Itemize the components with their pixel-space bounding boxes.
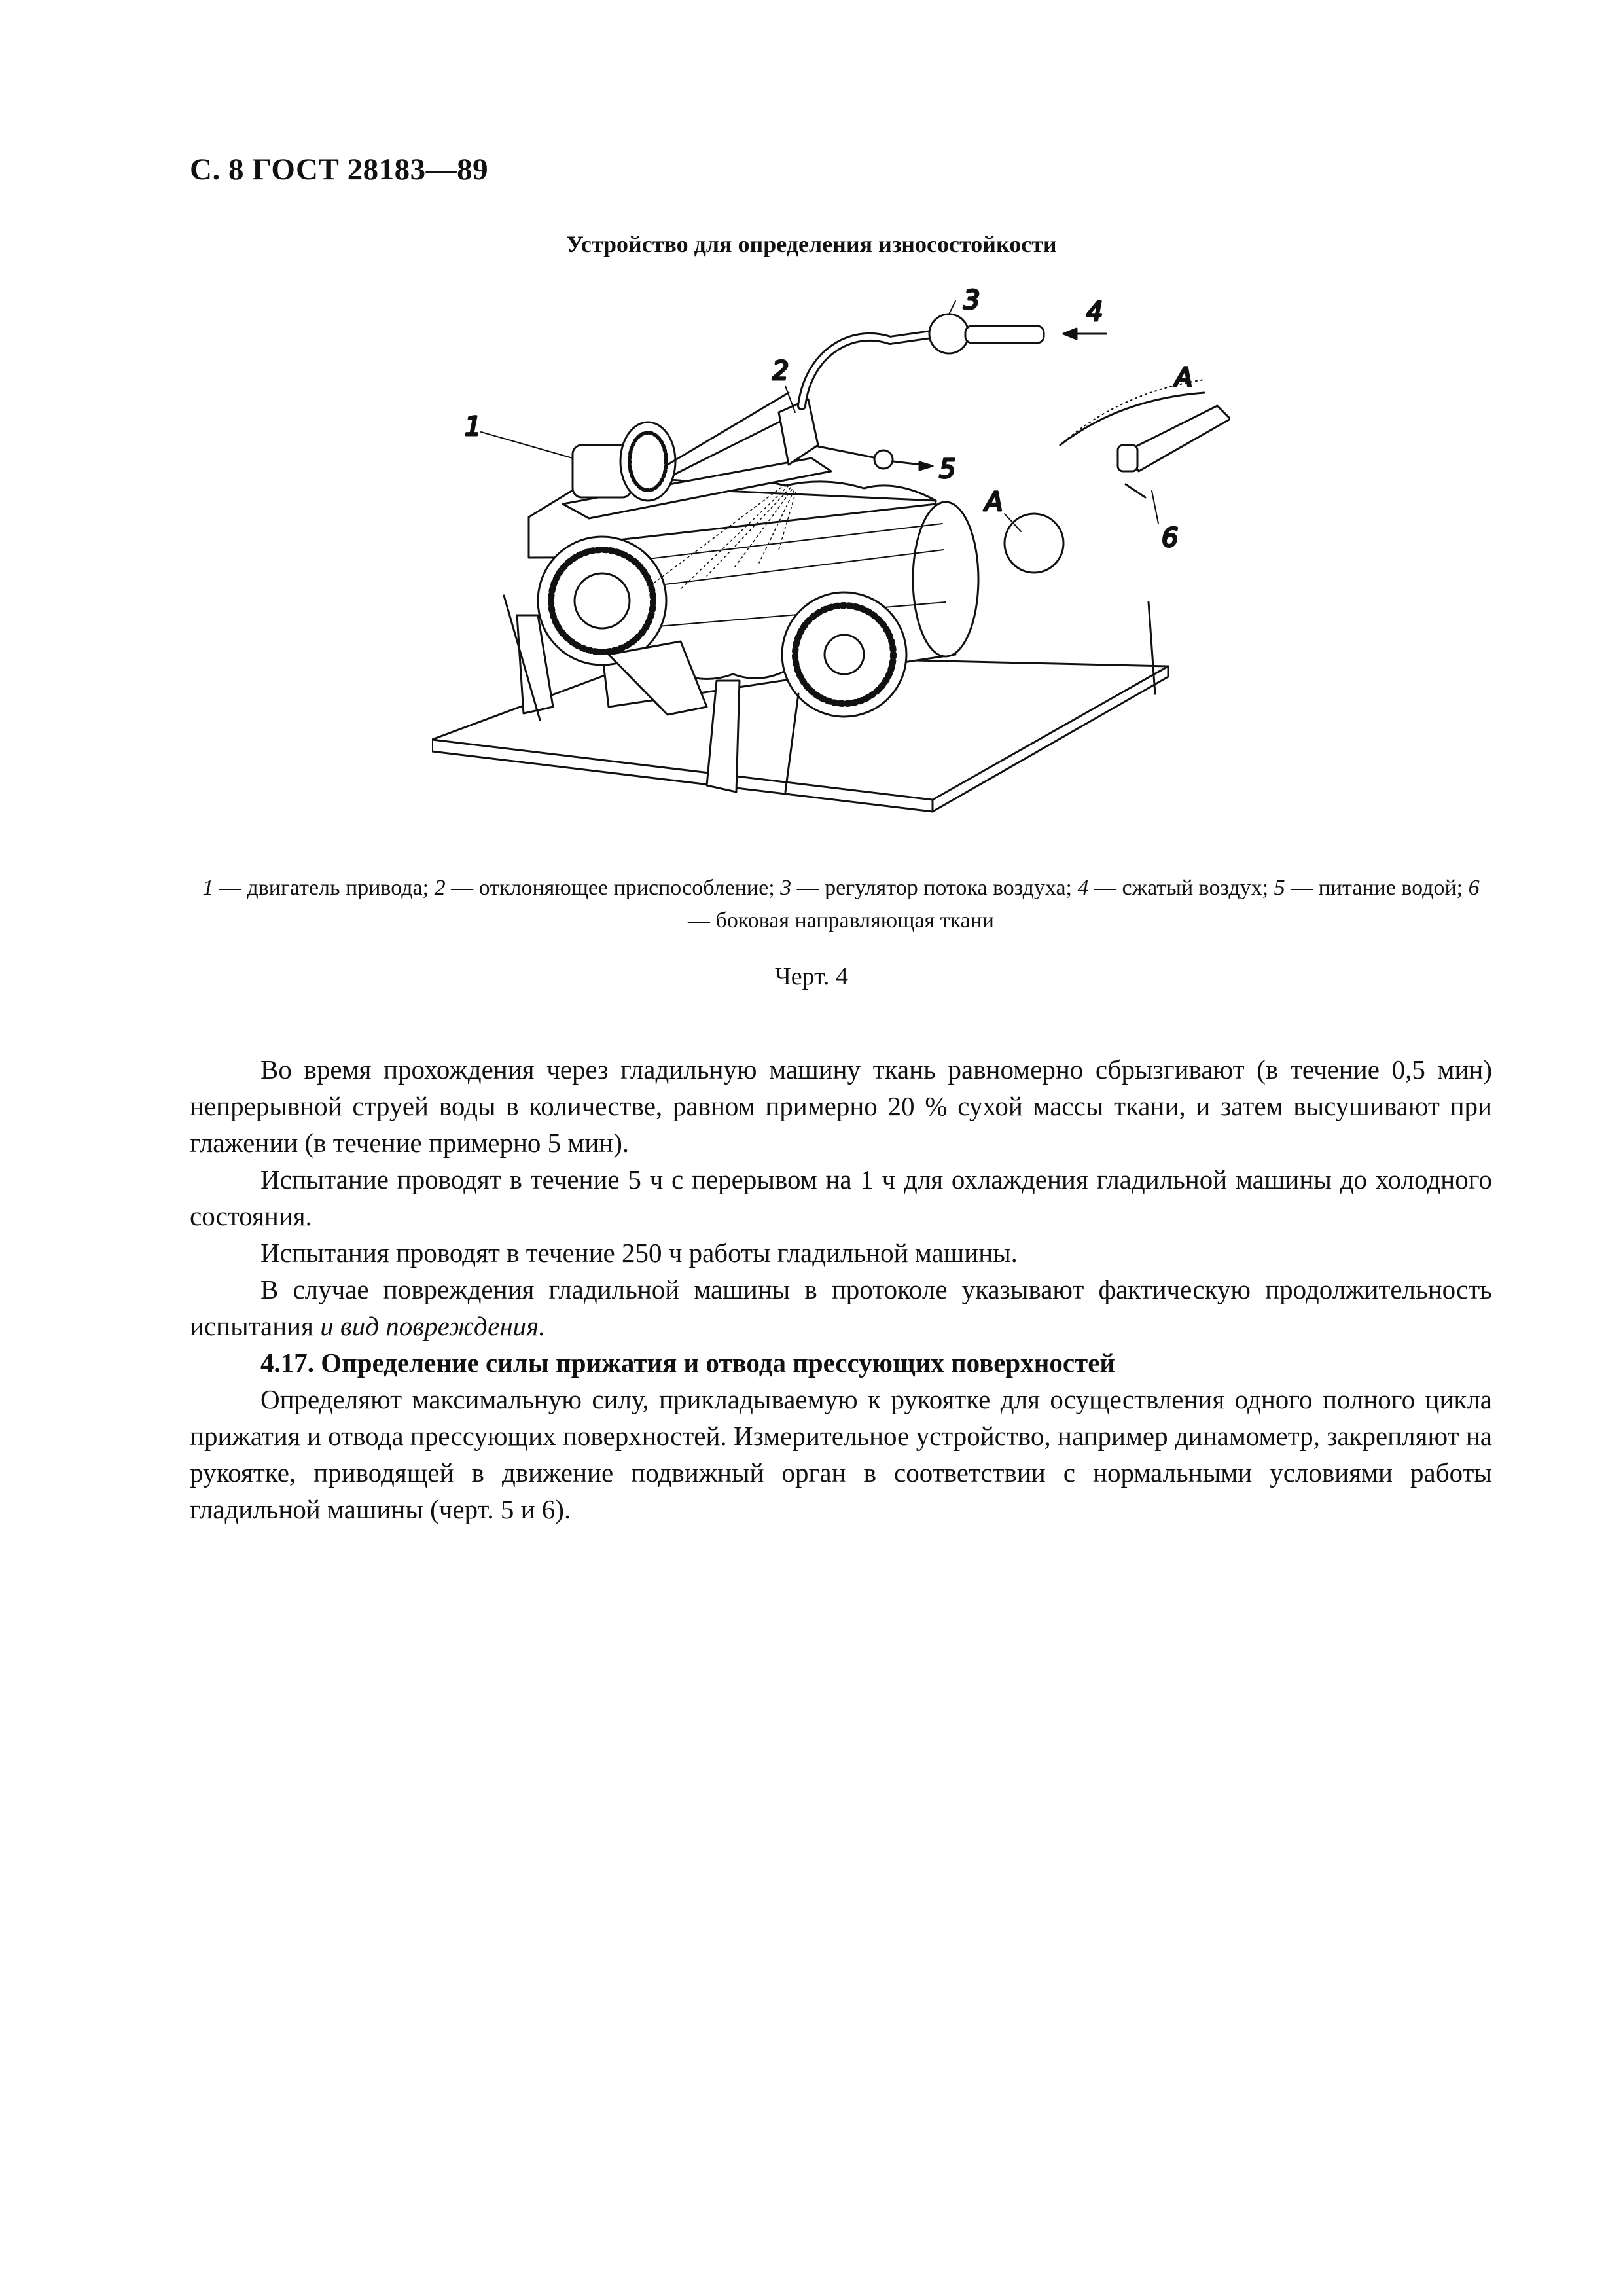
caption-text-6: — боковая направляющая ткани: [688, 908, 994, 933]
detail-view-a: [1060, 380, 1230, 497]
callout-a-main: А: [985, 487, 1003, 517]
caption-num-4: 4: [1077, 876, 1089, 900]
callout-2: 2: [772, 356, 789, 386]
left-gear-wheel: [538, 537, 666, 665]
paragraph-force-measurement: Определяют максимальную силу, прикладываемую к рукоятке для осуществления одного полного цикла прижатия и отвода прессующих поверхностей. Измерительное устройство, например динамометр, закрепляют на рукоятке, приводящей в движение подвижный орган в соответствии с нормальными условиями работы гладильной машины (черт. 5 и 6).: [190, 1384, 1492, 1524]
caption-num-1: 1: [202, 876, 214, 900]
section-heading-4-17: 4.17. Определение силы прижатия и отвода прессующих поверхностей: [260, 1348, 1116, 1378]
paragraph-test-duration: Испытание проводят в течение 5 ч с перерывом на 1 ч для охлаждения гладильной машины до холодного состояния.: [190, 1164, 1492, 1231]
page-header: С. 8 ГОСТ 28183—89: [190, 152, 489, 187]
caption-text-2: — отклоняющее приспособление;: [445, 876, 781, 900]
air-pipe: [802, 314, 1106, 406]
paragraph-damage-text: В случае повреждения гладильной машины в протоколе указывают фактическую продолжительность испытания: [190, 1274, 1492, 1341]
caption-text-3: — регулятор потока воздуха;: [791, 876, 1078, 900]
caption-num-6: 6: [1468, 876, 1480, 900]
paragraph-damage-italic: и вид повреждения.: [320, 1311, 546, 1341]
callout-1: 1: [465, 412, 482, 442]
paragraph-damage-report: [190, 1271, 1492, 1344]
callout-6: 6: [1162, 523, 1179, 553]
callout-3: 3: [963, 288, 980, 315]
callout-4: 4: [1086, 297, 1103, 327]
caption-num-5: 5: [1274, 876, 1285, 900]
callout-a-detail: А: [1175, 363, 1193, 393]
water-supply: [818, 446, 933, 470]
caption-text-1: — двигатель привода;: [213, 876, 435, 900]
callout-5: 5: [939, 454, 956, 484]
caption-text-4: — сжатый воздух;: [1088, 876, 1274, 900]
paragraph-spraying: Во время прохождения через гладильную машину ткань равномерно сбрызгивают (в течение 0,5 мин) непрерывной струей воды в количестве, равном примерно 20 % сухой массы ткани, и затем высушивают при глажении (в течение примерно 5 мин).: [190, 1054, 1492, 1158]
ironing-machine-figure: [432, 288, 1230, 838]
right-gear-wheel: [782, 592, 906, 717]
caption-text-5: — питание водой;: [1285, 876, 1469, 900]
caption-num-2: 2: [434, 876, 446, 900]
ironing-machine-drawing: [432, 288, 1230, 838]
figure-number: Черт. 4: [775, 963, 848, 990]
figure-title: Устройство для определения износостойкости: [566, 231, 1057, 257]
figure-caption: [190, 872, 1492, 937]
paragraph-total-hours: Испытания проводят в течение 250 ч работы гладильной машины.: [260, 1238, 1018, 1268]
caption-num-3: 3: [780, 876, 792, 900]
body-text: [190, 1051, 1492, 1528]
